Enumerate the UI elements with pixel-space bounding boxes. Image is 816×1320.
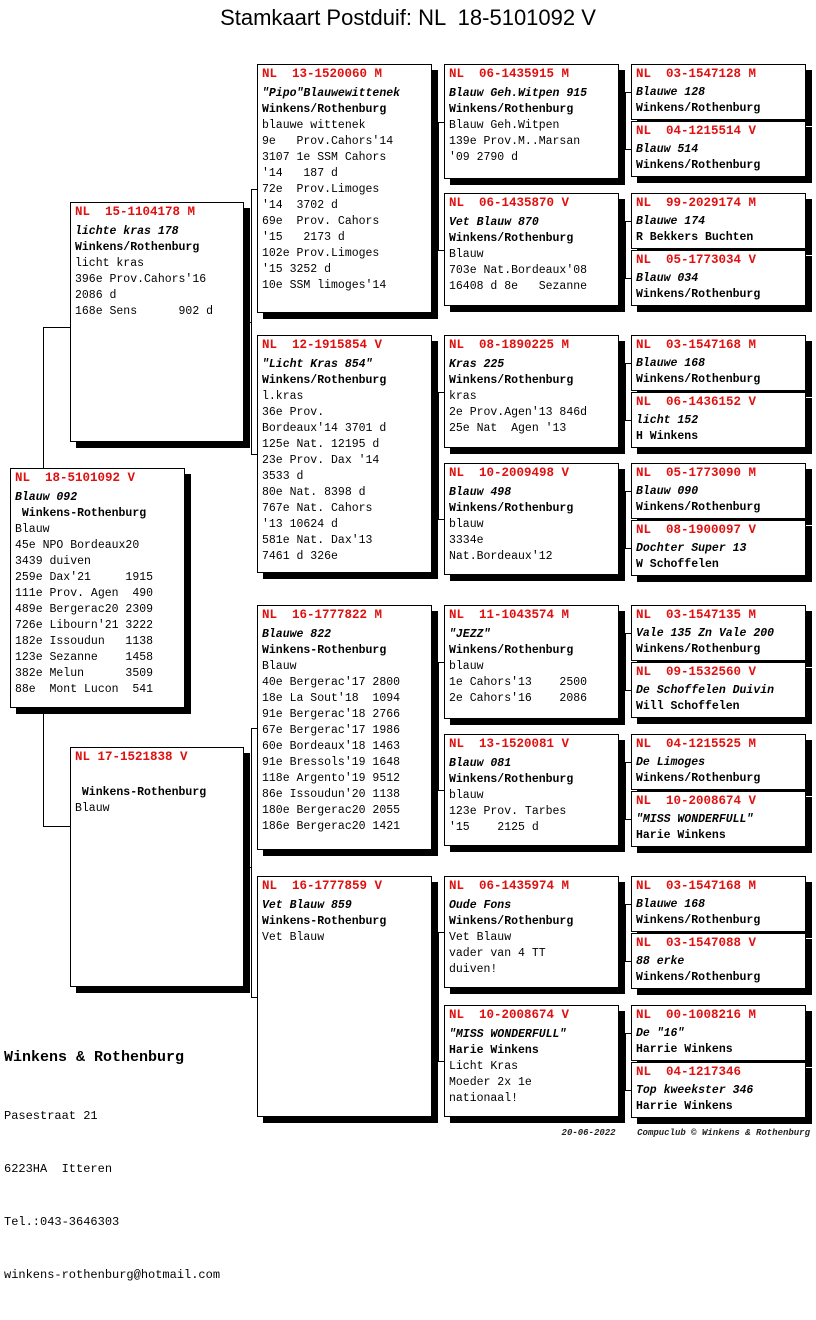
ancestor-card[interactable] bbox=[631, 605, 806, 661]
pigeon-info-line: kras bbox=[449, 390, 477, 403]
pigeon-info-line: '14 187 d bbox=[262, 167, 338, 180]
ancestor-card[interactable] bbox=[257, 876, 432, 1117]
pigeon-owner: Winkens-Rothenburg bbox=[262, 644, 387, 657]
connector-line bbox=[244, 322, 251, 323]
ring-number: NL 99-2029174 M bbox=[636, 196, 757, 210]
ring-number: NL 04-1217346 bbox=[636, 1065, 742, 1079]
pigeon-info-line: Licht Kras bbox=[449, 1060, 519, 1073]
ancestor-card[interactable] bbox=[631, 463, 806, 519]
pigeon-owner: Winkens/Rothenburg bbox=[75, 241, 200, 254]
breeder-email[interactable]: winkens-rothenburg@hotmail.com bbox=[4, 1268, 221, 1282]
pigeon-name: Oude Fons bbox=[449, 899, 512, 912]
ring-number: NL 00-1008216 M bbox=[636, 1008, 757, 1022]
pigeon-info-line: 40e Bergerac'17 2800 bbox=[262, 676, 401, 689]
ancestor-card[interactable] bbox=[631, 662, 806, 718]
connector-line bbox=[438, 122, 439, 251]
pigeon-owner: Winkens-Rothenburg bbox=[75, 786, 207, 799]
connector-line bbox=[43, 327, 70, 328]
pigeon-owner: Winkens/Rothenburg bbox=[636, 159, 761, 172]
pigeon-info-line: 3107 1e SSM Cahors bbox=[262, 151, 387, 164]
pigeon-name: Blauwe 128 bbox=[636, 86, 706, 99]
pigeon-info-line: blauw bbox=[449, 789, 484, 802]
pigeon-info-line: 2e Prov.Agen'13 846d bbox=[449, 406, 588, 419]
connector-line bbox=[625, 762, 626, 820]
pigeon-owner: Winkens/Rothenburg bbox=[449, 644, 574, 657]
pigeon-info-line: Vet Blauw bbox=[449, 931, 512, 944]
pigeon-info-line: 36e Prov. bbox=[262, 406, 325, 419]
pigeon-name: Kras 225 bbox=[449, 358, 505, 371]
breeder-phone: Tel.:043-3646303 bbox=[4, 1215, 120, 1229]
ancestor-card[interactable] bbox=[631, 392, 806, 448]
pigeon-info-line: 111e Prov. Agen 490 bbox=[15, 587, 154, 600]
pigeon-name: Blauw Geh.Witpen 915 bbox=[449, 87, 588, 100]
pigeon-info-line: 2086 d bbox=[75, 289, 117, 302]
ring-number: NL 13-1520060 M bbox=[262, 67, 383, 81]
pigeon-info-line: blauwe wittenek bbox=[262, 119, 366, 132]
pigeon-name: Blauwe 168 bbox=[636, 357, 706, 370]
ring-number: NL 05-1773034 V bbox=[636, 253, 757, 267]
pigeon-name: Blauw 081 bbox=[449, 757, 512, 770]
pigeon-owner: Winkens/Rothenburg bbox=[449, 915, 574, 928]
ring-number: NL 03-1547135 M bbox=[636, 608, 757, 622]
ancestor-card[interactable] bbox=[257, 64, 432, 313]
connector-line bbox=[625, 363, 626, 421]
connector-line bbox=[625, 92, 626, 150]
ancestor-card[interactable] bbox=[631, 933, 806, 989]
breeder-city: 6223HA Itteren bbox=[4, 1162, 113, 1176]
pigeon-name: Blauwe 822 bbox=[262, 628, 332, 641]
pigeon-owner: Winkens/Rothenburg bbox=[449, 502, 574, 515]
ring-number: NL 05-1773090 M bbox=[636, 466, 757, 480]
connector-line bbox=[251, 728, 252, 998]
ring-number: NL 03-1547088 V bbox=[636, 936, 757, 950]
pigeon-owner: Winkens/Rothenburg bbox=[449, 374, 574, 387]
ancestor-card[interactable] bbox=[444, 463, 619, 575]
pigeon-info-line: Moeder 2x 1e bbox=[449, 1076, 532, 1089]
pigeon-name bbox=[75, 769, 239, 785]
ring-number: NL 06-1435870 V bbox=[449, 196, 570, 210]
pigeon-info-line: 18e La Sout'18 1094 bbox=[262, 692, 401, 705]
connector-line bbox=[625, 904, 626, 962]
pigeon-info-line: blauw bbox=[449, 660, 484, 673]
pigeon-owner: Winkens/Rothenburg bbox=[636, 914, 761, 927]
connector-line bbox=[43, 327, 44, 468]
pigeon-info-line: 80e Nat. 8398 d bbox=[262, 486, 366, 499]
pigeon-info-line: '14 3702 d bbox=[262, 199, 338, 212]
pigeon-info-line: Bordeaux'14 3701 d bbox=[262, 422, 387, 435]
connector-line bbox=[625, 221, 626, 279]
pigeon-name: Blauwe 174 bbox=[636, 215, 706, 228]
pigeon-info-line: l.kras bbox=[262, 390, 304, 403]
pigeon-info-line: 10e SSM limoges'14 bbox=[262, 279, 387, 292]
pigeon-info-line: 88e Mont Lucon 541 bbox=[15, 683, 154, 696]
pigeon-info-line: 2e Cahors'16 2086 bbox=[449, 692, 588, 705]
pigeon-info-line: 3439 duiven bbox=[15, 555, 91, 568]
connector-line bbox=[43, 708, 44, 826]
ring-number: NL 06-1436152 V bbox=[636, 395, 757, 409]
pigeon-info-line: Blauw bbox=[75, 802, 110, 815]
pigeon-owner: Winkens/Rothenburg bbox=[262, 103, 387, 116]
pigeon-info-line: 3533 d bbox=[262, 470, 304, 483]
pigeon-owner: Winkens/Rothenburg bbox=[449, 232, 574, 245]
ring-number: NL 03-1547168 M bbox=[636, 338, 757, 352]
connector-line bbox=[625, 1033, 626, 1091]
ring-number: NL 15-1104178 M bbox=[75, 205, 196, 219]
connector-line bbox=[251, 189, 252, 455]
connector-line bbox=[438, 662, 439, 791]
pigeon-name: Vet Blauw 870 bbox=[449, 216, 539, 229]
pigeon-info-line: 23e Prov. Dax '14 bbox=[262, 454, 380, 467]
pigeon-info-line: 7461 d 326e bbox=[262, 550, 338, 563]
pigeon-owner: Winkens/Rothenburg bbox=[636, 643, 761, 656]
pigeon-owner: W Schoffelen bbox=[636, 558, 719, 571]
pigeon-name: licht 152 bbox=[636, 414, 699, 427]
ring-number: NL 12-1915854 V bbox=[262, 338, 383, 352]
pigeon-info-line: 139e Prov.M..Marsan bbox=[449, 135, 581, 148]
ancestor-card[interactable] bbox=[631, 734, 806, 790]
pigeon-owner: Winkens/Rothenburg bbox=[636, 772, 761, 785]
pigeon-owner: Harrie Winkens bbox=[636, 1100, 733, 1113]
pigeon-info-line: 1e Cahors'13 2500 bbox=[449, 676, 588, 689]
pigeon-info-line: 45e NPO Bordeaux20 bbox=[15, 539, 140, 552]
ancestor-card[interactable] bbox=[444, 64, 619, 179]
ancestor-card[interactable] bbox=[257, 335, 432, 573]
ancestor-card[interactable] bbox=[631, 520, 806, 576]
ancestor-card[interactable] bbox=[70, 747, 244, 987]
breeder-info bbox=[4, 1012, 220, 1320]
pigeon-name: De Limoges bbox=[636, 756, 706, 769]
pigeon-name: Dochter Super 13 bbox=[636, 542, 747, 555]
pigeon-name: Blauw 034 bbox=[636, 272, 699, 285]
pigeon-name: Vale 135 Zn Vale 200 bbox=[636, 627, 775, 640]
ring-number: NL 13-1520081 V bbox=[449, 737, 570, 751]
pigeon-info-line: '15 2173 d bbox=[262, 231, 345, 244]
subject-pigeon-card[interactable] bbox=[10, 468, 185, 708]
pigeon-owner: H Winkens bbox=[636, 430, 699, 443]
pigeon-name: Blauw 092 bbox=[15, 491, 78, 504]
pigeon-name: "Licht Kras 854" bbox=[262, 358, 373, 371]
connector-line bbox=[625, 633, 626, 691]
pigeon-owner: Winkens/Rothenburg bbox=[636, 373, 761, 386]
pigeon-owner: Winkens/Rothenburg bbox=[262, 374, 387, 387]
ring-number: NL 10-2008674 V bbox=[636, 794, 757, 808]
pigeon-info-line: Blauw bbox=[449, 248, 484, 261]
pigeon-owner: Harie Winkens bbox=[636, 829, 726, 842]
pigeon-name: De "16" bbox=[636, 1027, 685, 1040]
pigeon-info-line: 60e Bordeaux'18 1463 bbox=[262, 740, 401, 753]
pigeon-info-line: '15 2125 d bbox=[449, 821, 539, 834]
ring-number: NL 16-1777822 M bbox=[262, 608, 383, 622]
ancestor-card[interactable] bbox=[631, 121, 806, 177]
pigeon-info-line: 123e Prov. Tarbes bbox=[449, 805, 567, 818]
ancestor-card[interactable] bbox=[444, 605, 619, 719]
ring-number: NL 08-1890225 M bbox=[449, 338, 570, 352]
pigeon-owner: Harrie Winkens bbox=[636, 1043, 733, 1056]
pigeon-info-line: 396e Prov.Cahors'16 bbox=[75, 273, 207, 286]
pigeon-info-line: 91e Bergerac'18 2766 bbox=[262, 708, 401, 721]
pigeon-owner: Winkens-Rothenburg bbox=[15, 507, 147, 520]
pigeon-name: 88 erke bbox=[636, 955, 685, 968]
pigeon-name: Vet Blauw 859 bbox=[262, 899, 352, 912]
pigeon-info-line: 489e Bergerac20 2309 bbox=[15, 603, 154, 616]
pigeon-info-line: 703e Nat.Bordeaux'08 bbox=[449, 264, 588, 277]
pigeon-info-line: 182e Issoudun 1138 bbox=[15, 635, 154, 648]
ring-number: NL 03-1547128 M bbox=[636, 67, 757, 81]
connector-line bbox=[438, 932, 439, 1062]
ring-number: NL 10-2008674 V bbox=[449, 1008, 570, 1022]
pigeon-info-line: 168e Sens 902 d bbox=[75, 305, 214, 318]
pigeon-owner: Winkens/Rothenburg bbox=[449, 103, 574, 116]
ancestor-card[interactable] bbox=[631, 791, 806, 847]
pigeon-name: "Pipo"Blauwewittenek bbox=[262, 87, 401, 100]
pigeon-name: Blauw 514 bbox=[636, 143, 699, 156]
ancestor-card[interactable] bbox=[631, 1005, 806, 1061]
pigeon-owner: Will Schoffelen bbox=[636, 700, 740, 713]
pigeon-info-line: 125e Nat. 12195 d bbox=[262, 438, 380, 451]
ancestor-card[interactable] bbox=[444, 193, 619, 306]
pigeon-info-line: 16408 d 8e Sezanne bbox=[449, 280, 588, 293]
pigeon-info-line: 581e Nat. Dax'13 bbox=[262, 534, 373, 547]
pigeon-info-line: 767e Nat. Cahors bbox=[262, 502, 373, 515]
ring-number: NL 06-1435974 M bbox=[449, 879, 570, 893]
pigeon-info-line: 25e Nat Agen '13 bbox=[449, 422, 567, 435]
pigeon-owner: Winkens-Rothenburg bbox=[262, 915, 387, 928]
pigeon-owner: Harie Winkens bbox=[449, 1044, 539, 1057]
ring-number: NL 04-1215514 V bbox=[636, 124, 757, 138]
connector-line bbox=[438, 392, 439, 520]
pigeon-info-line: 86e Issoudun'20 1138 bbox=[262, 788, 401, 801]
pigeon-name: "MISS WONDERFULL" bbox=[449, 1028, 567, 1041]
pigeon-name: lichte kras 178 bbox=[75, 225, 179, 238]
pigeon-info-line: Nat.Bordeaux'12 bbox=[449, 550, 553, 563]
pigeon-info-line: 382e Melun 3509 bbox=[15, 667, 154, 680]
pigeon-owner: Winkens/Rothenburg bbox=[636, 971, 761, 984]
pigeon-info-line: Blauw bbox=[262, 660, 297, 673]
connector-line bbox=[244, 867, 251, 868]
pigeon-owner: Winkens/Rothenburg bbox=[636, 288, 761, 301]
pigeon-name: Blauw 498 bbox=[449, 486, 512, 499]
pigeon-info-line: 102e Prov.Limoges bbox=[262, 247, 380, 260]
connector-line bbox=[43, 826, 70, 827]
ring-number: NL 08-1900097 V bbox=[636, 523, 757, 537]
pigeon-info-line: Blauw Geh.Witpen bbox=[449, 119, 560, 132]
pigeon-info-line: 67e Bergerac'17 1986 bbox=[262, 724, 401, 737]
pigeon-info-line: 259e Dax'21 1915 bbox=[15, 571, 154, 584]
pigeon-info-line: 3334e bbox=[449, 534, 484, 547]
pigeon-info-line: 186e Bergerac20 1421 bbox=[262, 820, 401, 833]
pigeon-info-line: 72e Prov.Limoges bbox=[262, 183, 380, 196]
connector-line bbox=[625, 491, 626, 549]
ancestor-card[interactable] bbox=[444, 876, 619, 988]
pigeon-info-line: nationaal! bbox=[449, 1092, 519, 1105]
footer-credit: 20-06-2022 Compuclub © Winkens & Rothenburg bbox=[561, 1128, 810, 1138]
pigeon-info-line: 9e Prov.Cahors'14 bbox=[262, 135, 394, 148]
pigeon-info-line: '13 10624 d bbox=[262, 518, 338, 531]
pigeon-owner: Winkens/Rothenburg bbox=[636, 102, 761, 115]
pigeon-name: Blauwe 168 bbox=[636, 898, 706, 911]
pigeon-info-line: 91e Bressols'19 1648 bbox=[262, 756, 401, 769]
ring-number: NL 09-1532560 V bbox=[636, 665, 757, 679]
ring-number: NL 18-5101092 V bbox=[15, 471, 136, 485]
pigeon-info-line: Vet Blauw bbox=[262, 931, 325, 944]
ring-number: NL 04-1215525 M bbox=[636, 737, 757, 751]
pigeon-info-line: 726e Libourn'21 3222 bbox=[15, 619, 154, 632]
pigeon-info-line: duiven! bbox=[449, 963, 498, 976]
page-title: Stamkaart Postduif: NL 18-5101092 V bbox=[220, 5, 596, 30]
ring-number: NL 10-2009498 V bbox=[449, 466, 570, 480]
ancestor-card[interactable] bbox=[631, 250, 806, 306]
ancestor-card[interactable] bbox=[70, 202, 244, 442]
pigeon-name: Blauw 090 bbox=[636, 485, 699, 498]
pigeon-info-line: licht kras bbox=[75, 257, 145, 270]
pigeon-name: De Schoffelen Duivin bbox=[636, 684, 775, 697]
pigeon-info-line: 123e Sezanne 1458 bbox=[15, 651, 154, 664]
ancestor-card[interactable] bbox=[631, 64, 806, 120]
ring-number: NL 03-1547168 M bbox=[636, 879, 757, 893]
ancestor-card[interactable] bbox=[444, 335, 619, 448]
pigeon-name: "JEZZ" bbox=[449, 628, 491, 641]
pigeon-owner: Winkens/Rothenburg bbox=[449, 773, 574, 786]
ancestor-card[interactable] bbox=[631, 1062, 806, 1118]
pigeon-info-line: 69e Prov. Cahors bbox=[262, 215, 380, 228]
ancestor-card[interactable] bbox=[444, 734, 619, 846]
pigeon-info-line: Blauw bbox=[15, 523, 50, 536]
pigeon-info-line: 118e Argento'19 9512 bbox=[262, 772, 401, 785]
ring-number: NL 16-1777859 V bbox=[262, 879, 383, 893]
pigeon-name: Top kweekster 346 bbox=[636, 1084, 754, 1097]
pigeon-info-line: 180e Bergerac20 2055 bbox=[262, 804, 401, 817]
ring-number: NL 17-1521838 V bbox=[75, 750, 188, 764]
ancestor-card[interactable] bbox=[444, 1005, 619, 1117]
ancestor-card[interactable] bbox=[257, 605, 432, 850]
breeder-street: Pasestraat 21 bbox=[4, 1109, 98, 1123]
pigeon-name: "MISS WONDERFULL" bbox=[636, 813, 754, 826]
pigeon-info-line: '09 2790 d bbox=[449, 151, 519, 164]
pigeon-info-line: '15 3252 d bbox=[262, 263, 332, 276]
ancestor-card[interactable] bbox=[631, 335, 806, 391]
pigeon-info-line: vader van 4 TT bbox=[449, 947, 546, 960]
breeder-name: Winkens & Rothenburg bbox=[4, 1049, 185, 1066]
ring-number: NL 06-1435915 M bbox=[449, 67, 570, 81]
pigeon-owner: R Bekkers Buchten bbox=[636, 231, 754, 244]
pigeon-owner: Winkens/Rothenburg bbox=[636, 501, 761, 514]
pigeon-info-line: blauw bbox=[449, 518, 484, 531]
ancestor-card[interactable] bbox=[631, 876, 806, 932]
ring-number: NL 11-1043574 M bbox=[449, 608, 570, 622]
ancestor-card[interactable] bbox=[631, 193, 806, 249]
